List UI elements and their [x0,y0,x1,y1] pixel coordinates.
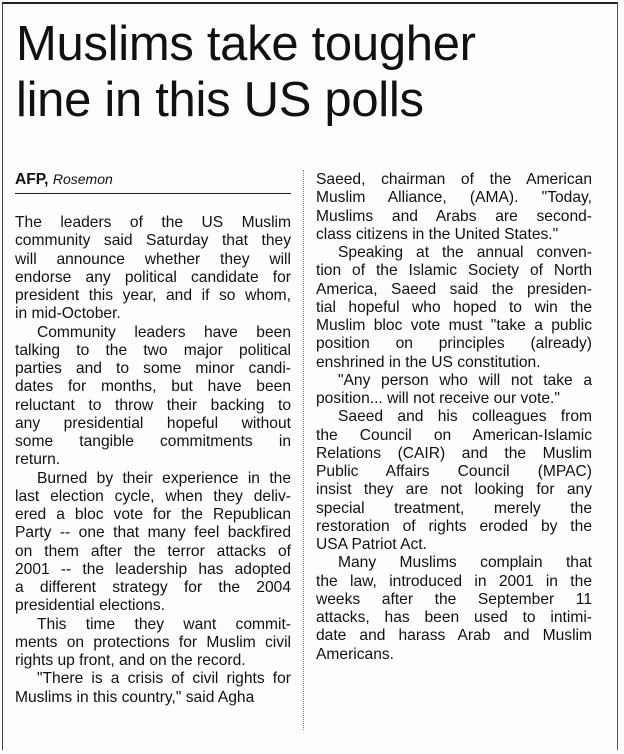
paragraph-line: enshrined in the US constitution. [316,353,541,371]
article-paragraph [316,408,592,554]
paragraph-line: attacks, has been used to intimi- [316,609,592,626]
paragraph-line: talking to the two major political [15,341,291,359]
paragraph-line: Relations (CAIR) and the Muslim [316,444,592,462]
paragraph-line: tial hopeful who hoped to win the [316,298,592,316]
byline [15,170,291,194]
headline-line: line in this US polls [16,73,424,127]
article-paragraph [15,670,291,707]
paragraph-line: will announce whether they will [15,250,291,268]
paragraph-line: date and harass Arab and Muslim [316,627,592,645]
paragraph-line: America, Saeed said the presiden- [316,280,592,298]
paragraph-line: presidential elections. [15,597,165,615]
paragraph-line: any presidential hopeful without [15,414,291,432]
headline-line: Muslims take tougher [16,17,476,71]
article-paragraph [15,616,291,671]
paragraph-line: return. [15,451,61,469]
paragraph-line: ered a bloc vote for the Republican [15,506,291,523]
paragraph-line: position on principles (already) [316,335,592,353]
paragraph-line: Americans. [316,645,394,663]
paragraph-line: ments on protections for Muslim civil [15,633,291,651]
article-paragraph [15,470,291,616]
paragraph-line: Saeed, chairman of the American [316,171,592,188]
paragraph-line: "Any person who will not take a [338,371,592,389]
paragraph-line: class citizens in the United States." [316,225,559,243]
paragraph-line: a different strategy for the 2004 [15,579,291,596]
paragraph-line: Party -- one that many feel backfired [15,524,291,542]
right-column-body [316,171,592,664]
paragraph-line: community said Saturday that they [15,232,291,250]
paragraph-line: "There is a crisis of civil rights for [37,670,291,688]
paragraph-line: Burned by their experience in the [37,469,291,487]
paragraph-line: insist they are not looking for any [316,481,592,499]
paragraph-line: on them after the terror attacks of [15,542,291,560]
paragraph-line: Muslims and Arabs are second- [316,207,592,225]
paragraph-line: tion of the Islamic Society of North [316,262,592,280]
article-paragraph [316,372,592,409]
paragraph-line: 2001 -- the leadership has adopted [15,560,291,578]
byline-place: Rosemon [52,171,113,187]
paragraph-line: special treatment, merely the [316,499,592,517]
paragraph-line: reluctant to throw their backing to [15,396,291,414]
paragraph-line: Muslims in this country," said Agha [15,688,255,706]
paragraph-line: rights up front, and on the record. [15,652,246,669]
paragraph-line: endorse any political candidate for [15,268,291,286]
headline [16,16,606,128]
paragraph-line: Public Affairs Council (MPAC) [316,463,592,480]
paragraph-line: Community leaders have been [37,323,291,341]
byline-agency: AFP, [15,171,49,188]
paragraph-line: position... will not receive our vote." [316,390,560,407]
paragraph-line: parties and to some minor candi- [15,360,291,377]
paragraph-line: This time they want commit- [37,615,291,633]
paragraph-line: Many Muslims complain that [338,554,592,572]
paragraph-line: Muslim Alliance, (AMA). "Today, [316,189,592,207]
article-paragraph [316,244,592,372]
paragraph-line: Saeed and his colleagues from [338,408,592,426]
paragraph-line: The leaders of the US Muslim [15,214,291,231]
paragraph-line: last election cycle, when they deliv- [15,487,291,505]
paragraph-line: weeks after the September 11 [316,590,592,608]
column-divider [303,170,304,730]
paragraph-line: the law, introduced in 2001 in the [316,572,592,590]
paragraph-line: Muslim bloc vote must "take a public [316,317,592,334]
paragraph-line: USA Patriot Act. [316,536,427,553]
paragraph-line: Speaking at the annual conven- [338,244,592,261]
paragraph-line: president this year, and if so whom, [15,287,291,304]
paragraph-line: in mid-October. [15,305,121,323]
paragraph-line: dates for months, but have been [15,378,291,396]
article-paragraph [15,324,291,470]
article-paragraph [316,171,592,244]
article-paragraph [316,554,592,664]
article-paragraph [15,214,291,324]
paragraph-line: restoration of rights eroded by the [316,517,592,535]
paragraph-line: some tangible commitments in [15,433,291,450]
right-column [316,171,592,664]
left-column-body [15,214,291,707]
paragraph-line: the Council on American-Islamic [316,426,592,444]
left-column [15,170,291,707]
